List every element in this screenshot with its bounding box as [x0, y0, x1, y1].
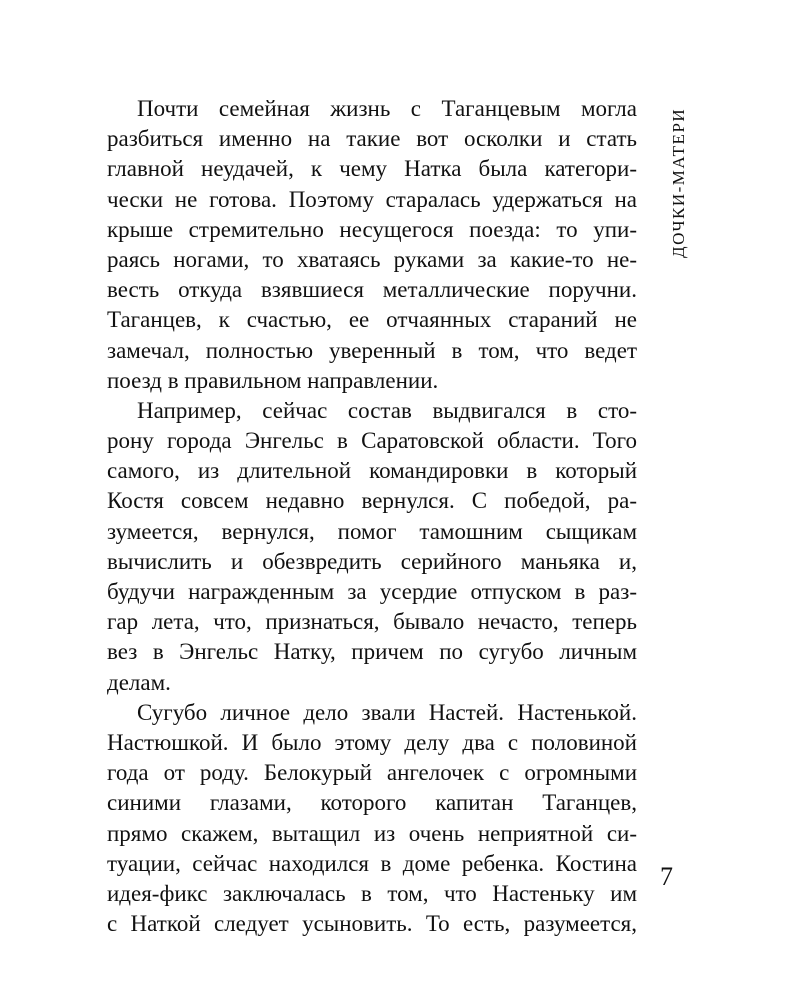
text-line: вез в Энгельс Натку, причем по сугубо личным	[107, 639, 637, 665]
text-line: с Наткой следует усыновить. То есть, разумеется,	[107, 911, 637, 937]
text-line: Например, сейчас состав выдвигался в сто-	[137, 397, 637, 423]
text-line: крыше стремительно несущегося поезда: то упи-	[107, 216, 637, 242]
text-line: будучи награжденным за усердие отпуском в раз-	[107, 579, 637, 604]
text-line: поезд в правильном направлении.	[107, 367, 439, 393]
text-line: прямо скажем, вытащил из очень неприятной си-	[107, 820, 637, 846]
body-text	[107, 94, 637, 939]
text-line: замечал, полностью уверенный в том, что ведет	[107, 337, 637, 363]
text-line: Сугубо личное дело звали Настей. Настенькой.	[137, 699, 637, 725]
text-line: зумеется, вернулся, помог тамошним сыщикам	[107, 518, 637, 544]
text-line: Настюшкой. И было этому делу два с половиной	[107, 729, 637, 755]
text-line: туации, сейчас находился в доме ребенка. Костина	[107, 850, 637, 876]
text-line: вычислить и обезвредить серийного маньяка и,	[107, 548, 637, 574]
text-line: разбиться именно на такие вот осколки и стать	[107, 126, 637, 152]
text-line: главной неудачей, к чему Натка была категори-	[107, 156, 637, 182]
text-line: года от роду. Белокурый ангелочек с огромными	[107, 760, 637, 786]
text-line: Почти семейная жизнь с Таганцевым могла	[137, 96, 637, 121]
text-line: Костя совсем недавно вернулся. С победой, ра-	[107, 488, 637, 514]
text-line: синими глазами, которого капитан Таганцев,	[107, 790, 637, 816]
text-line: чески не готова. Поэтому старалась удержаться на	[107, 186, 637, 212]
page-number: 7	[660, 862, 673, 891]
text-line: идея-фикс заключалась в том, что Настеньку им	[107, 880, 637, 906]
text-line: гар лета, что, признаться, бывало нечасто, теперь	[107, 609, 637, 635]
text-line: самого, из длительной командировки в который	[107, 458, 637, 484]
running-head: ДОЧКИ-МАТЕРИ	[669, 108, 688, 259]
text-line: весть откуда взявшиеся металлические поручни.	[107, 277, 637, 303]
text-line: раясь ногами, то хватаясь руками за какие-то не-	[107, 246, 637, 272]
text-line: Таганцев, к счастью, ее отчаянных стараний не	[107, 307, 637, 333]
text-line: делам.	[107, 669, 171, 695]
text-line: рону города Энгельс в Саратовской области. Того	[107, 428, 637, 454]
